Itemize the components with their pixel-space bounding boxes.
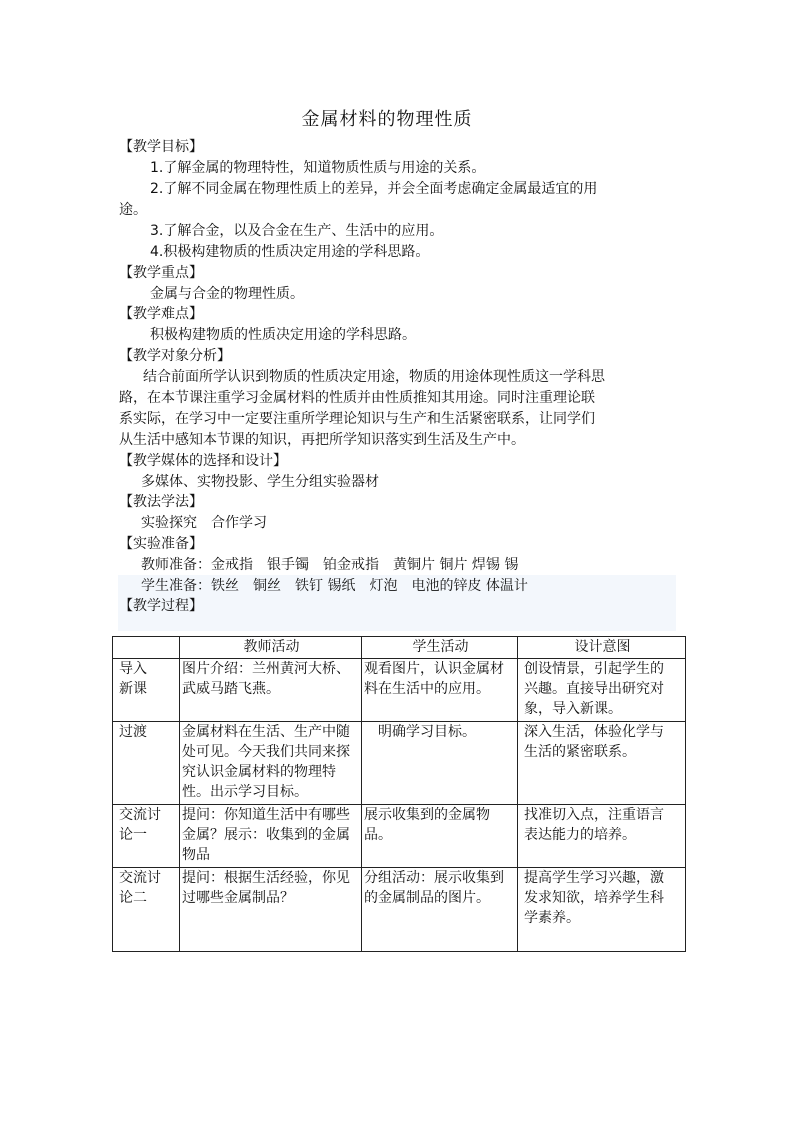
header-teacher-activity: 教师活动 xyxy=(180,637,362,659)
student-preparation: 学生准备：铁丝 铜丝 铁钉 锡纸 灯泡 电池的锌皮 体温计 xyxy=(141,578,528,594)
design-intent-cell: 创设情景，引起学生的兴趣。直接导出研究对象，导入新课。 xyxy=(518,659,686,722)
teacher-activity-cell: 提问：根据生活经验，你见过哪些金属制品？ xyxy=(180,868,362,952)
student-activity-cell: 观看图片，认识金属材料在生活中的应用。 xyxy=(362,659,518,722)
objective-item: 3.了解合金，以及合金在生产、生活中的应用。 xyxy=(150,223,444,239)
analysis-heading: 【教学对象分析】 xyxy=(119,348,231,364)
student-activity-cell: 明确学习目标。 xyxy=(362,722,518,805)
table-row xyxy=(113,805,686,868)
design-intent-cell: 深入生活，体验化学与生活的紧密联系。 xyxy=(518,722,686,805)
key-points-text: 金属与合金的物理性质。 xyxy=(150,286,304,302)
teaching-process-table xyxy=(112,636,686,952)
objective-item: 2.了解不同金属在物理性质上的差异，并会全面考虑确定金属最适宜的用 xyxy=(150,181,598,197)
difficulties-text: 积极构建物质的性质决定用途的学科思路。 xyxy=(150,327,416,343)
analysis-line: 系实际，在学习中一定要注重所学理论知识与生产和生活紧密联系，让同学们 xyxy=(119,411,595,427)
stage-cell: 导入新课 xyxy=(113,659,180,722)
stage-cell: 过渡 xyxy=(113,722,180,805)
process-heading: 【教学过程】 xyxy=(119,598,203,614)
methods-text: 实验探究 合作学习 xyxy=(141,515,267,531)
teacher-preparation: 教师准备：金戒指 银手镯 铂金戒指 黄铜片 铜片 焊锡 锡 xyxy=(141,557,519,573)
objectives-heading: 【教学目标】 xyxy=(119,139,203,155)
teacher-activity-cell: 图片介绍：兰州黄河大桥、武威马踏飞燕。 xyxy=(180,659,362,722)
table-row xyxy=(113,659,686,722)
analysis-line: 结合前面所学认识到物质的性质决定用途，物质的用途体现性质这一学科思 xyxy=(143,369,605,385)
header-student-activity: 学生活动 xyxy=(362,637,518,659)
table-row xyxy=(113,868,686,952)
design-intent-cell: 提高学生学习兴趣，激发求知欲，培养学生科学素养。 xyxy=(518,868,686,952)
stage-cell: 交流讨论二 xyxy=(113,868,180,952)
analysis-line: 从生活中感知本节课的知识，再把所学知识落实到生活及生产中。 xyxy=(119,432,525,448)
objective-item: 4.积极构建物质的性质决定用途的学科思路。 xyxy=(150,244,430,260)
design-intent-cell: 找准切入点，注重语言表达能力的培养。 xyxy=(518,805,686,868)
analysis-line: 路，在本节课注重学习金属材料的性质并由性质推知其用途。同时注重理论联 xyxy=(119,390,595,406)
teacher-activity-cell: 金属材料在生活、生产中随处可见。今天我们共同来探究认识金属材料的物理特性。出示学习目标。 xyxy=(180,722,362,805)
media-text: 多媒体、实物投影、学生分组实验器材 xyxy=(141,474,379,490)
page-title: 金属材料的物理性质 xyxy=(301,109,473,130)
table-header-row xyxy=(113,637,686,659)
difficulties-heading: 【教学难点】 xyxy=(119,306,203,322)
student-activity-cell: 分组活动：展示收集到的金属制品的图片。 xyxy=(362,868,518,952)
methods-heading: 【教法学法】 xyxy=(119,494,203,510)
media-heading: 【教学媒体的选择和设计】 xyxy=(119,453,287,469)
teacher-activity-cell: 提问：你知道生活中有哪些金属？展示：收集到的金属物品 xyxy=(180,805,362,868)
objective-item: 1.了解金属的物理特性，知道物质性质与用途的关系。 xyxy=(150,160,486,176)
student-activity-cell: 展示收集到的金属物品。 xyxy=(362,805,518,868)
table-row xyxy=(113,722,686,805)
key-points-heading: 【教学重点】 xyxy=(119,265,203,281)
objective-item-continued: 途。 xyxy=(119,202,147,218)
header-design-intent: 设计意图 xyxy=(518,637,686,659)
preparation-heading: 【实验准备】 xyxy=(119,536,203,552)
header-stage xyxy=(113,637,180,659)
stage-cell: 交流讨论一 xyxy=(113,805,180,868)
